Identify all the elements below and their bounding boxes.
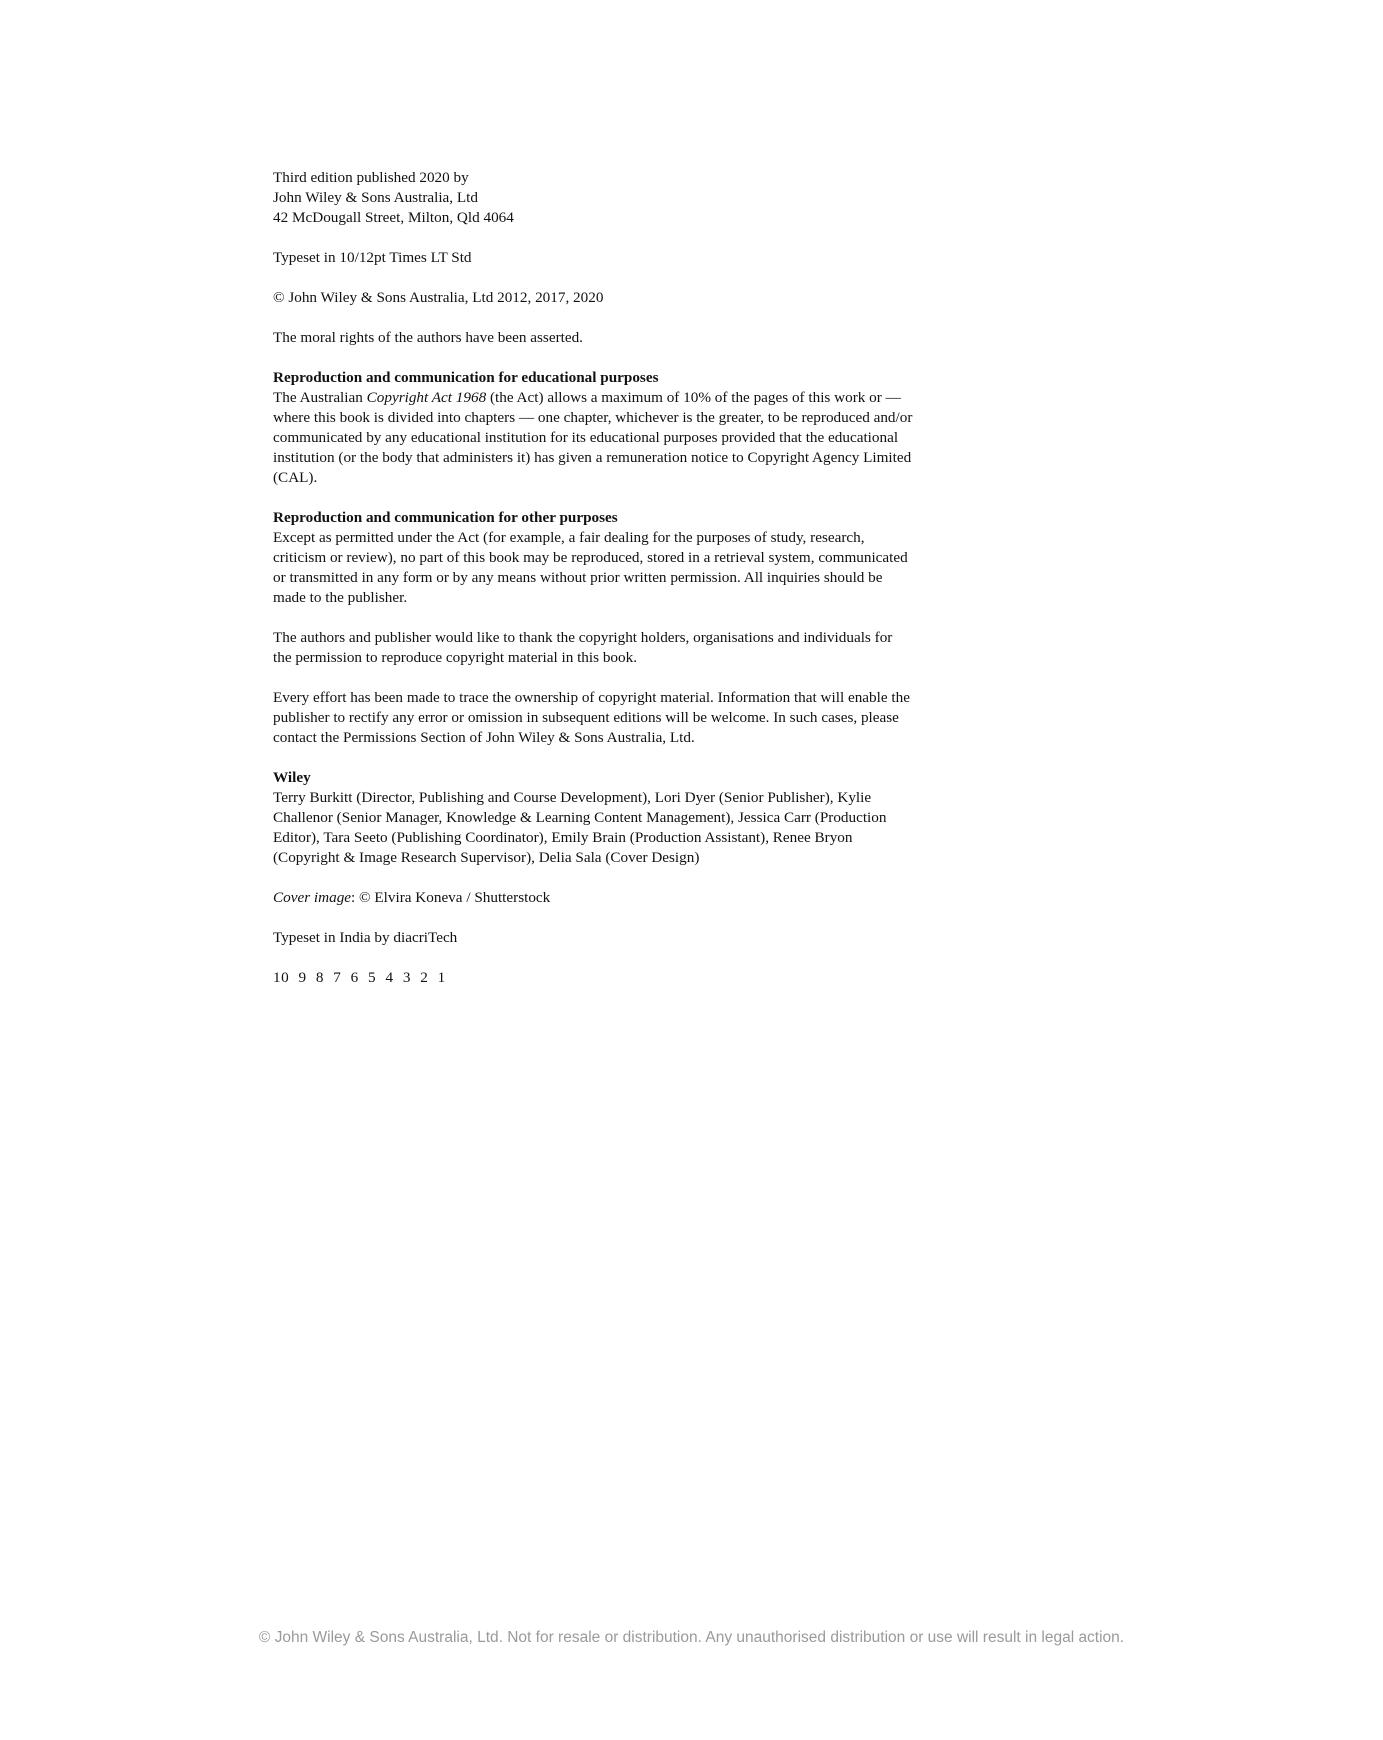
- imprint-page: [273, 168, 913, 1008]
- educational-text-start: The Australian: [273, 389, 367, 406]
- publisher-name: John Wiley & Sons Australia, Ltd: [273, 189, 478, 206]
- other-purposes-section: [273, 508, 913, 608]
- typeset-font-block: [273, 248, 913, 268]
- other-purposes-text: Except as permitted under the Act (for example, a fair dealing for the purposes of study, research, criticism or review), no part of this book may be reproduced, stored in a retrieval system, communicated or transmitted in any form or by any means without prior written permission. All inquiries should be made to the publisher.: [273, 529, 908, 606]
- cover-image-label: Cover image: [273, 889, 352, 906]
- every-effort-block: [273, 688, 913, 748]
- publisher-address: 42 McDougall Street, Milton, Qld 4064: [273, 209, 514, 226]
- moral-rights-line: The moral rights of the authors have been asserted.: [273, 329, 583, 346]
- copyright-line: © John Wiley & Sons Australia, Ltd 2012, 2017, 2020: [273, 289, 604, 306]
- copyright-act-title: Copyright Act 1968: [366, 389, 487, 406]
- thanks-text: The authors and publisher would like to thank the copyright holders, organisations and individuals for the permission to reproduce copyright material in this book.: [273, 629, 893, 666]
- moral-rights-block: [273, 328, 913, 348]
- educational-purposes-text: [273, 388, 913, 488]
- typeset-india-block: [273, 928, 913, 948]
- wiley-credits-section: [273, 768, 913, 868]
- wiley-credits-text: Terry Burkitt (Director, Publishing and Course Development), Lori Dyer (Senior Publisher), Kylie Challenor (Senior Manager, Knowledge & Learning Content Management), Jessica Carr (Production Editor), Tara Seeto (Publishing Coordinator), Emily Brain (Production Assistant), Renee Bryon (Copyright & Image Research Supervisor), Delia Sala (Cover Design): [273, 789, 887, 866]
- thanks-block: [273, 628, 913, 668]
- typeset-india-line: Typeset in India by diacriTech: [273, 929, 458, 946]
- cover-image-line: [273, 888, 913, 908]
- print-run-numbers: 10 9 8 7 6 5 4 3 2 1: [273, 969, 446, 986]
- other-purposes-heading: Reproduction and communication for other purposes: [273, 509, 618, 526]
- educational-text-end: (the Act) allows a maximum of 10% of the pages of this work or — where this book is divided into chapters — one chapter, whichever is the greater, to be reproduced and/or communicated by any educational institution for its educational purposes provided that the educational institution (or the body that administers it) has given a remuneration notice to Copyright Agency Limited (CAL).: [273, 389, 913, 486]
- every-effort-text: Every effort has been made to trace the ownership of copyright material. Information that will enable the publisher to rectify any error or omission in subsequent editions will be welcome. In such cases, please contact the Permissions Section of John Wiley & Sons Australia, Ltd.: [273, 689, 910, 746]
- cover-image-block: [273, 888, 913, 908]
- typeset-font-line: Typeset in 10/12pt Times LT Std: [273, 249, 472, 266]
- cover-image-credit: : © Elvira Koneva / Shutterstock: [351, 889, 551, 906]
- educational-purposes-section: [273, 368, 913, 488]
- wiley-heading: Wiley: [273, 769, 311, 786]
- edition-line: Third edition published 2020 by: [273, 169, 469, 186]
- copyright-footer: © John Wiley & Sons Australia, Ltd. Not for resale or distribution. Any unauthorised distribution or use will result in legal action.: [258, 1629, 1125, 1646]
- publisher-address-block: [273, 168, 913, 228]
- copyright-block: [273, 288, 913, 308]
- print-numbers-block: [273, 968, 913, 988]
- educational-purposes-heading: Reproduction and communication for educational purposes: [273, 369, 659, 386]
